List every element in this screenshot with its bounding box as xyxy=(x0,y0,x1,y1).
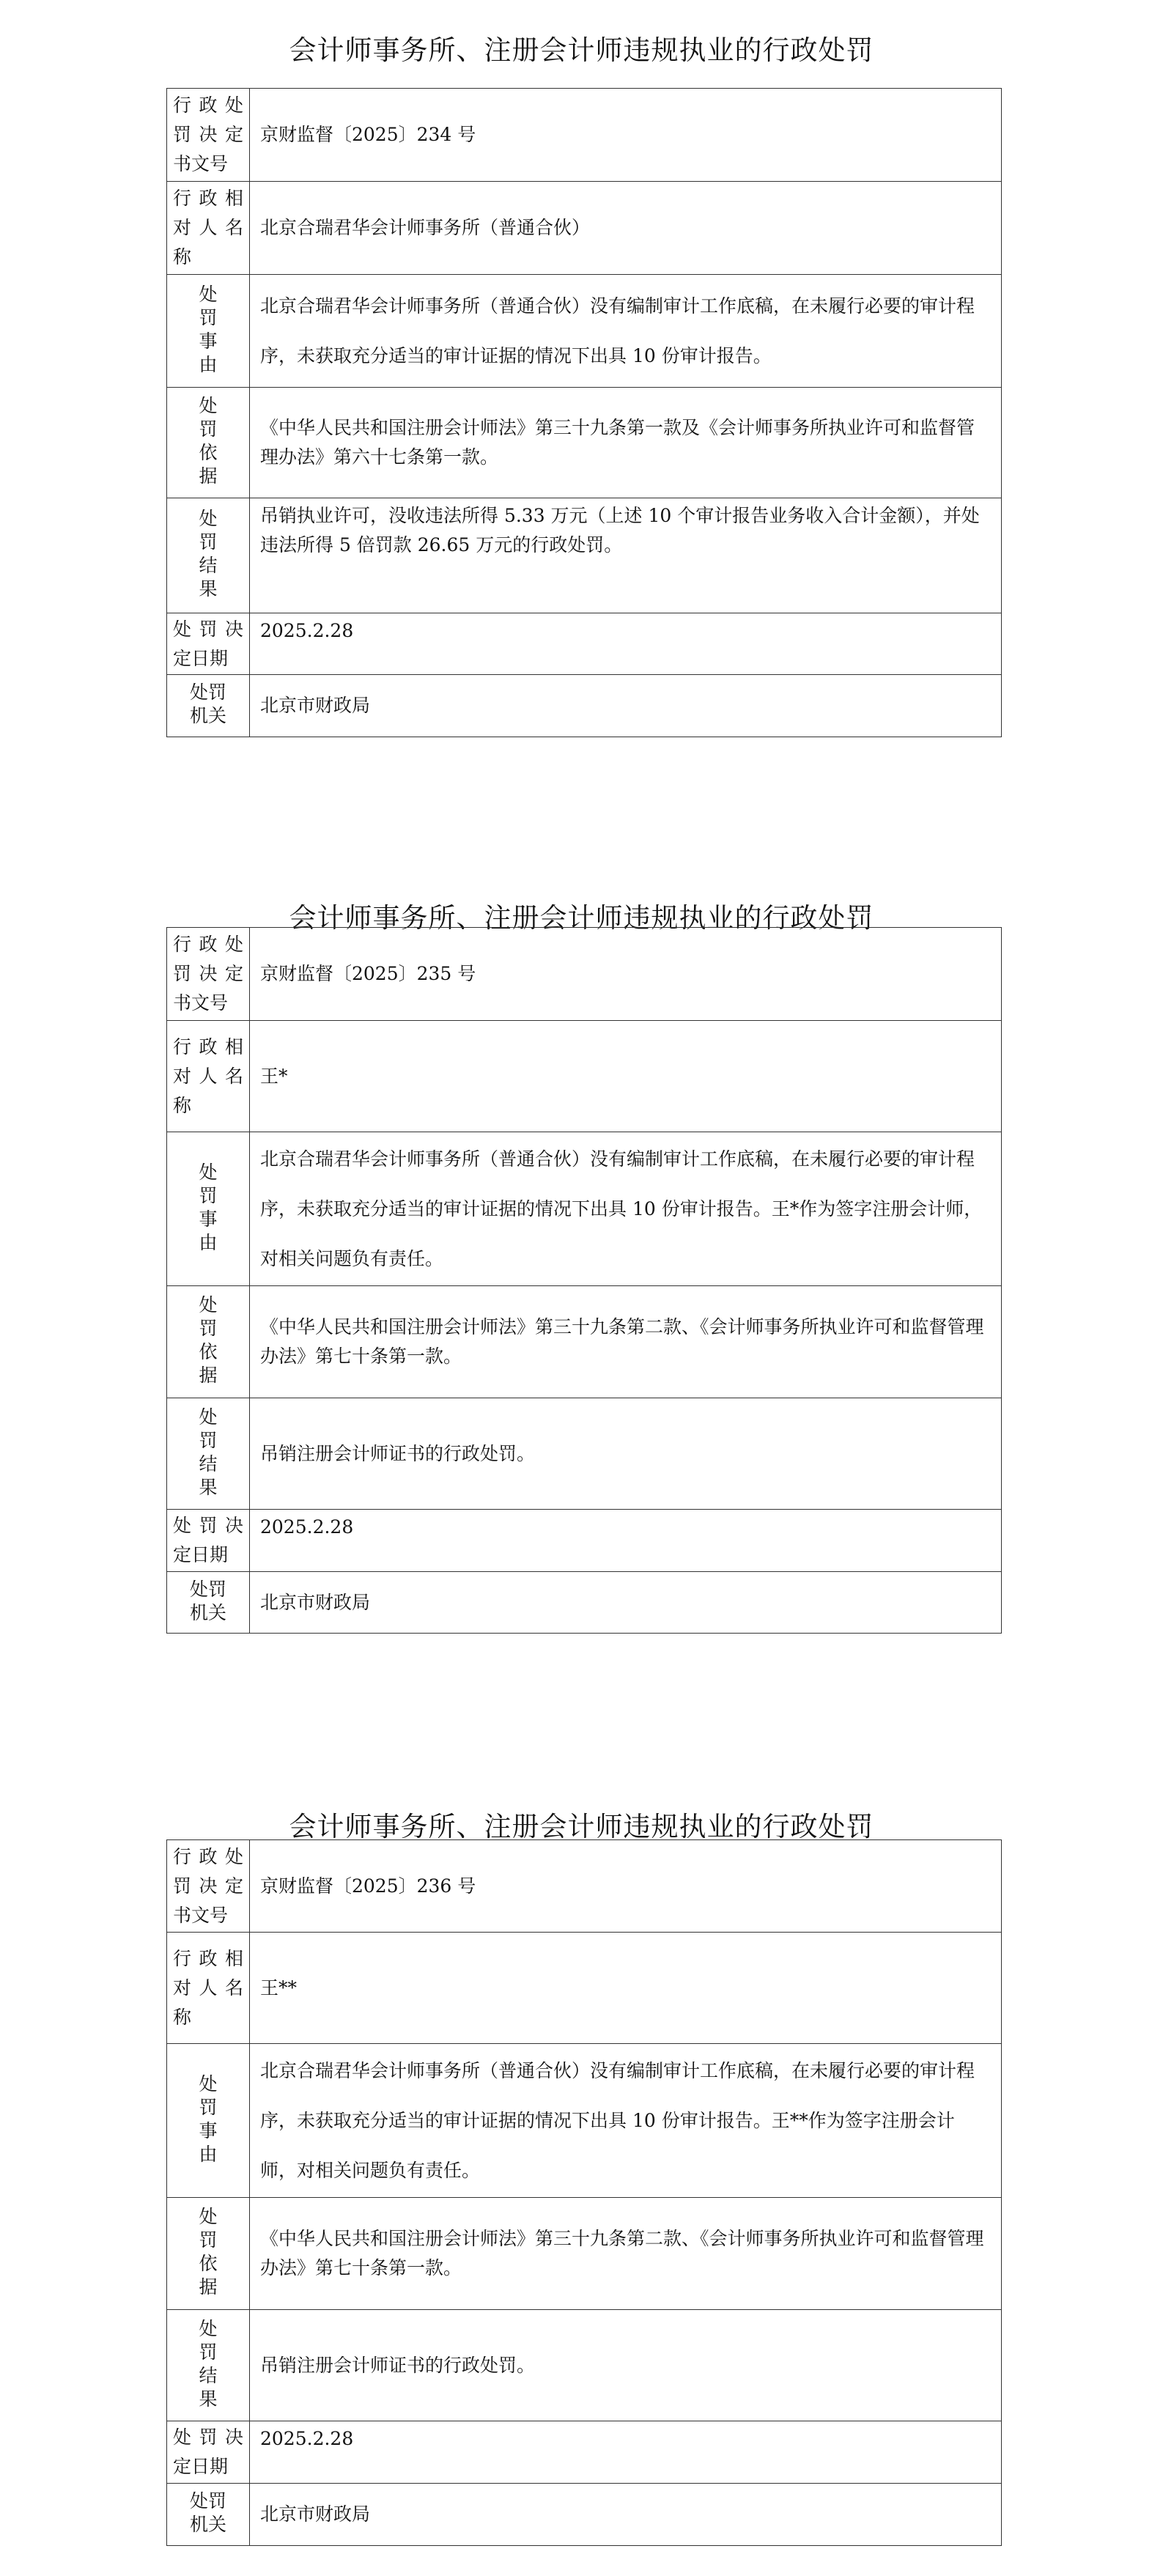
row-basis xyxy=(167,2198,1002,2310)
value-basis: 《中华人民共和国注册会计师法》第三十九条第二款、《会计师事务所执业许可和监督管理办法》第七十条第一款。 xyxy=(250,1286,1002,1398)
label-authority: 处罚机关 xyxy=(167,2484,250,2546)
label-doc-no: 行政处罚决定书文号 xyxy=(167,89,250,182)
row-doc-no xyxy=(167,1840,1002,1933)
value-authority: 北京市财政局 xyxy=(250,2484,1002,2546)
value-result: 吊销注册会计师证书的行政处罚。 xyxy=(250,1398,1002,1510)
value-authority: 北京市财政局 xyxy=(250,675,1002,737)
row-date xyxy=(167,1510,1002,1572)
value-party: 北京合瑞君华会计师事务所（普通合伙） xyxy=(250,182,1002,275)
row-date xyxy=(167,2421,1002,2484)
row-authority xyxy=(167,675,1002,737)
row-result xyxy=(167,2310,1002,2421)
value-date: 2025.2.28 xyxy=(250,613,1002,675)
label-doc-no: 行政处罚决定书文号 xyxy=(167,1840,250,1933)
section-title: 会计师事务所、注册会计师违规执业的行政处罚 xyxy=(289,1811,874,1842)
label-reason: 处罚事由 xyxy=(167,1132,250,1286)
value-party: 王* xyxy=(250,1021,1002,1132)
value-reason: 北京合瑞君华会计师事务所（普通合伙）没有编制审计工作底稿，在未履行必要的审计程序，未获取充分适当的审计证据的情况下出具 10 份审计报告。王**作为签字注册会计师，对相关问题负有责任。 xyxy=(250,2044,1002,2198)
row-party xyxy=(167,1021,1002,1132)
row-authority xyxy=(167,2484,1002,2546)
value-date: 2025.2.28 xyxy=(250,1510,1002,1572)
row-reason xyxy=(167,2044,1002,2198)
label-result: 处罚结果 xyxy=(167,2310,250,2421)
label-result: 处罚结果 xyxy=(167,498,250,613)
label-date: 处罚决定日期 xyxy=(167,2421,250,2484)
row-result xyxy=(167,1398,1002,1510)
row-date xyxy=(167,613,1002,675)
row-party xyxy=(167,1933,1002,2044)
label-basis: 处罚依据 xyxy=(167,388,250,498)
label-party: 行政相对人名称 xyxy=(167,1933,250,2044)
value-basis: 《中华人民共和国注册会计师法》第三十九条第一款及《会计师事务所执业许可和监督管理办法》第六十七条第一款。 xyxy=(250,388,1002,498)
row-basis xyxy=(167,388,1002,498)
penalty-table xyxy=(166,1839,1002,2546)
value-authority: 北京市财政局 xyxy=(250,1572,1002,1634)
value-basis: 《中华人民共和国注册会计师法》第三十九条第二款、《会计师事务所执业许可和监督管理办法》第七十条第一款。 xyxy=(250,2198,1002,2310)
label-party: 行政相对人名称 xyxy=(167,182,250,275)
row-basis xyxy=(167,1286,1002,1398)
section-title: 会计师事务所、注册会计师违规执业的行政处罚 xyxy=(289,902,874,934)
label-date: 处罚决定日期 xyxy=(167,1510,250,1572)
value-result: 吊销注册会计师证书的行政处罚。 xyxy=(250,2310,1002,2421)
label-reason: 处罚事由 xyxy=(167,275,250,388)
value-date: 2025.2.28 xyxy=(250,2421,1002,2484)
label-authority: 处罚机关 xyxy=(167,1572,250,1634)
value-doc-no: 京财监督〔2025〕234 号 xyxy=(250,89,1002,182)
label-authority: 处罚机关 xyxy=(167,675,250,737)
value-reason: 北京合瑞君华会计师事务所（普通合伙）没有编制审计工作底稿，在未履行必要的审计程序，未获取充分适当的审计证据的情况下出具 10 份审计报告。王*作为签字注册会计师，对相关问题负有责任。 xyxy=(250,1132,1002,1286)
penalty-table xyxy=(166,88,1002,737)
label-date: 处罚决定日期 xyxy=(167,613,250,675)
label-basis: 处罚依据 xyxy=(167,1286,250,1398)
label-basis: 处罚依据 xyxy=(167,2198,250,2310)
value-reason: 北京合瑞君华会计师事务所（普通合伙）没有编制审计工作底稿，在未履行必要的审计程序，未获取充分适当的审计证据的情况下出具 10 份审计报告。 xyxy=(250,275,1002,388)
row-doc-no xyxy=(167,89,1002,182)
label-reason: 处罚事由 xyxy=(167,2044,250,2198)
label-doc-no: 行政处罚决定书文号 xyxy=(167,928,250,1021)
value-doc-no: 京财监督〔2025〕235 号 xyxy=(250,928,1002,1021)
label-result: 处罚结果 xyxy=(167,1398,250,1510)
section-title: 会计师事务所、注册会计师违规执业的行政处罚 xyxy=(289,34,874,66)
row-party xyxy=(167,182,1002,275)
penalty-table xyxy=(166,927,1002,1634)
value-result: 吊销执业许可，没收违法所得 5.33 万元（上述 10 个审计报告业务收入合计金额），并处违法所得 5 倍罚款 26.65 万元的行政处罚。 xyxy=(250,498,1002,613)
label-party: 行政相对人名称 xyxy=(167,1021,250,1132)
value-party: 王** xyxy=(250,1933,1002,2044)
row-doc-no xyxy=(167,928,1002,1021)
row-authority xyxy=(167,1572,1002,1634)
row-result xyxy=(167,498,1002,613)
value-doc-no: 京财监督〔2025〕236 号 xyxy=(250,1840,1002,1933)
row-reason xyxy=(167,275,1002,388)
row-reason xyxy=(167,1132,1002,1286)
